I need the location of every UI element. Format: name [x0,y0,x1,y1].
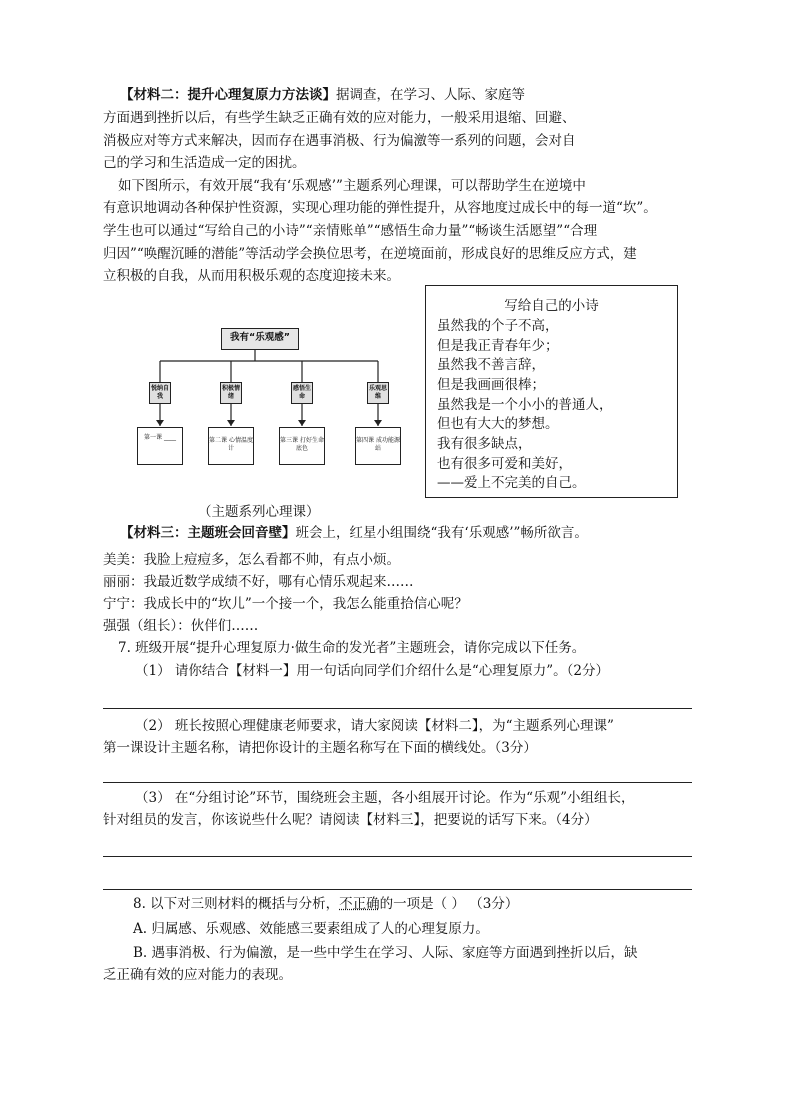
material2-line: 己的学习和生活造成一定的困扰。 [103,155,306,171]
q8-option-b-2: 乏正确有效的应对能力的表现。 [103,967,292,983]
answer-line-q7-3b[interactable] [103,889,692,890]
material3-line: 美美：我脸上痘痘多，怎么看都不帅，有点小烦。 [103,552,400,568]
poem-line: 虽然我不善言辞， [437,357,545,373]
poem-line: 我有很多缺点， [437,436,532,452]
material2-line: 学生也可以通过“写给自己的小诗”“亲情账单”“感悟生命力量”“畅谈生活愿望”“合理 [103,223,598,239]
answer-line-q7-3a[interactable] [103,856,692,857]
q7-part1: （1） 请你结合【材料一】用一句话向同学们介绍什么是“心理复原力”。（2分） [135,663,610,679]
material2-line: 归因”“唤醒沉睡的潜能”等活动学会换位思考，在逆境面前，形成良好的思维反应方式，建 [103,246,637,262]
poem-line: 虽然我是一个小小的普通人， [437,397,613,413]
q8-option-b-1[interactable]: B. 遇事消极、行为偏激，是一些中学生在学习、人际、家庭等方面遇到挫折以后，缺 [133,945,638,961]
material3-line: 丽丽：我最近数学成绩不好，哪有心情乐观起来…… [103,574,414,590]
material2-line-6 [103,198,657,218]
diagram-lesson: 第一课 ____ [137,427,183,465]
material3-heading: 【材料三：主题班会回音壁】 [120,525,296,541]
poem-line: ——爱上不完美的自己。 [437,475,586,491]
material2-first-line [120,85,525,105]
answer-line-q7-2[interactable] [103,782,692,783]
material2-heading: 【材料二：提升心理复原力方法谈】 [120,87,336,103]
material3-first-line [120,523,588,543]
diagram-branch: 感悟生命 [291,382,313,404]
q8-option-a[interactable]: A. 归属感、乐观感、效能感三要素组成了人的心理复原力。 [133,921,489,937]
poem-line: 也有很多可爱和美好， [437,456,572,472]
diagram-caption: （主题系列心理课） [198,504,320,520]
material2-line: 方面遇到挫折以后，有些学生缺乏正确有效的应对能力，一般采用退缩、回避、 [103,110,576,126]
answer-line-q7-1[interactable] [103,708,692,709]
q8-stem-a: 8. 以下对三则材料的概括与分析， [133,896,340,912]
q7-part3-b: 针对组员的发言，你该说些什么呢？请阅读【材料三】，把要说的话写下来。（4分） [103,812,598,828]
material2-line: 立积极的自我，从而用积极乐观的态度迎接未来。 [103,268,400,284]
poem-line: 但也有大大的梦想。 [437,416,559,432]
q8-stem-emphasis: 不正确 [339,896,380,912]
lesson-series-diagram [135,325,400,475]
q8-stem-b: 的一项是（ ） （3分） [379,896,519,912]
poem-line: 但是我画画很棒； [437,377,545,393]
poem-box [425,285,678,498]
diagram-branch: 乐观思维 [367,382,389,404]
diagram-root: 我有“乐观感” [221,328,299,350]
q7-part2-a: （2） 班长按照心理健康老师要求，请大家阅读【材料二】，为“主题系列心理课” [135,718,614,734]
poem-line: 虽然我的个子不高， [437,318,559,334]
material2-text: 一道“坎”。 [589,200,657,216]
material2-line: 如下图所示，有效开展“我有‘乐观感’”主题系列心理课，可以帮助学生在逆境中 [118,178,586,194]
q7-stem: 7. 班级开展“提升心理复原力·做生命的发光者”主题班会，请你完成以下任务。 [118,640,586,656]
diagram-lesson: 第三课 打好生命底色 [279,427,325,465]
diagram-lesson: 第二课 心情温度计 [208,427,254,465]
q8-stem [133,894,518,914]
material2-text: 据调查，在学习、人际、家庭等 [336,87,525,103]
diagram-branch: 悦纳自我 [149,382,171,404]
material2-text: 有意识地调动各种保护性资源，实现心理功能的弹性提升，从容地度过成长中的每 [103,200,589,216]
q7-part2-b: 第一课设计主题名称，请把你设计的主题名称写在下面的横线处。（3分） [103,740,537,756]
material3-intro: 班会上，红星小组围绕“我有‘乐观感’”畅所欲言。 [295,525,588,541]
q7-part3-a: （3） 在“分组讨论”环节，围绕班会主题，各小组展开讨论。作为“乐观”小组组长， [135,790,635,806]
material3-line: 强强（组长）：伙伴们…… [103,618,259,634]
diagram-branch: 积极情绪 [220,382,242,404]
material3-line: 宁宁：我成长中的“坎儿”一个接一个，我怎么能重拾信心呢？ [103,596,468,612]
poem-line: 但是我正青春年少； [437,338,559,354]
material2-line: 消极应对等方式来解决，因而存在遇事消极、行为偏激等一系列的问题，会对自 [103,133,576,149]
poem-title: 写给自己的小诗 [504,298,599,314]
diagram-lesson: 第四课 成功能源站 [355,427,401,465]
